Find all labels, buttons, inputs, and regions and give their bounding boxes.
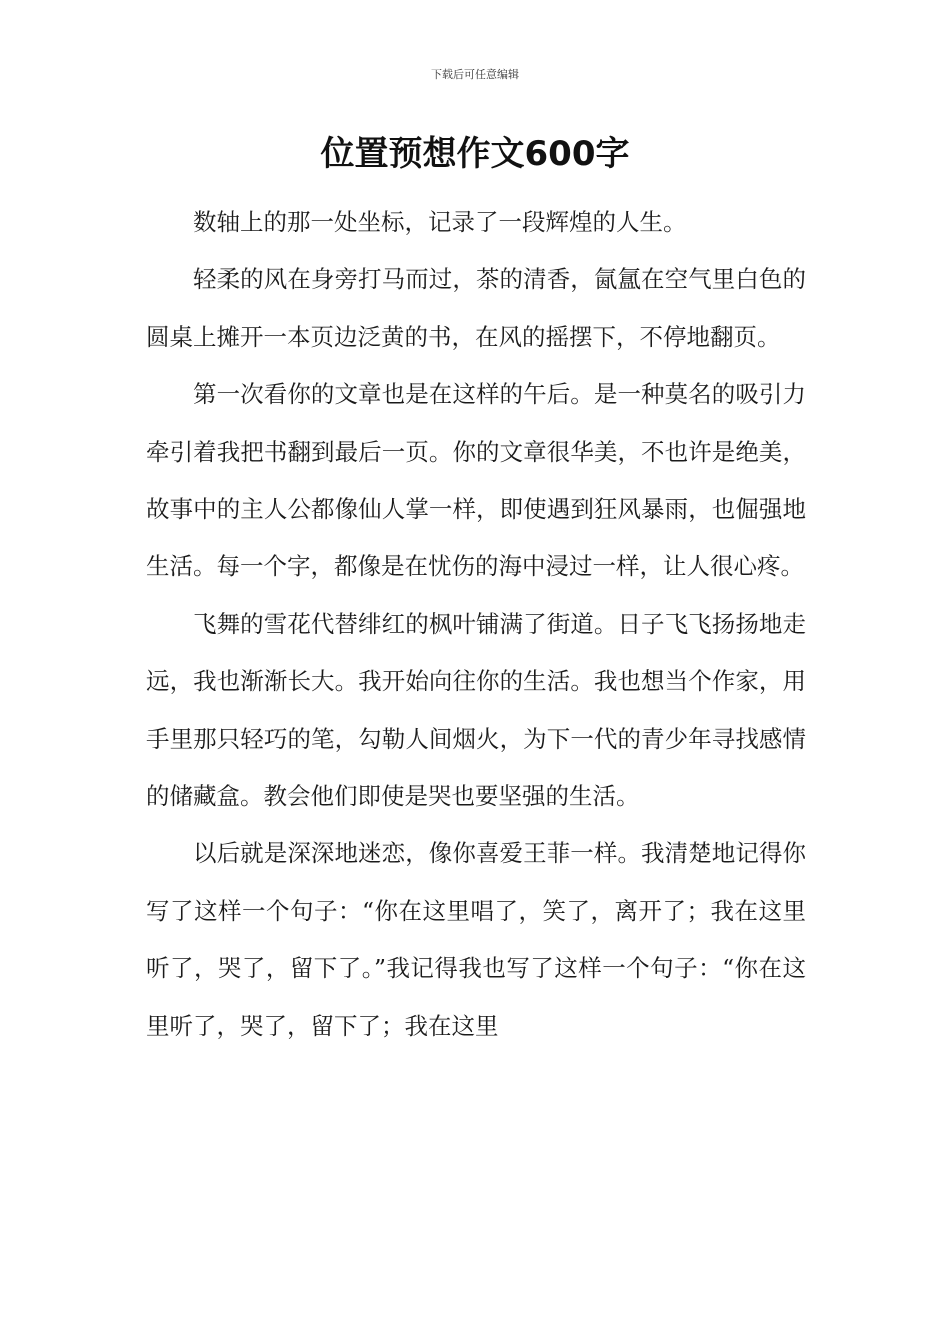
document-body	[146, 194, 806, 1055]
header-note: 下载后可任意编辑	[431, 68, 519, 81]
paragraph-1: 数轴上的那一处坐标，记录了一段辉煌的人生。	[193, 208, 687, 236]
paragraph-5: 以后就是深深地迷恋，像你喜爱王菲一样。我清楚地记得你写了这样一个句子：“你在这里唱了，笑了，离开了；我在这里听了，哭了，留下了。”我记得我也写了这样一个句子：“你在这里听了，哭了，留下了；我在这里	[146, 839, 806, 1040]
paragraph-4: 飞舞的雪花代替绯红的枫叶铺满了街道。日子飞飞扬扬地走远，我也渐渐长大。我开始向往你的生活。我也想当个作家，用手里那只轻巧的笔，勾勒人间烟火，为下一代的青少年寻找感情的储藏盒。教会他们即使是哭也要坚强的生活。	[146, 609, 806, 811]
paragraph-3: 第一次看你的文章也是在这样的午后。是一种莫名的吸引力牵引着我把书翻到最后一页。你的文章很华美，不也许是绝美，故事中的主人公都像仙人掌一样，即使遇到狂风暴雨，也倔强地生活。每一个字，都像是在忧伤的海中浸过一样，让人很心疼。	[146, 380, 806, 581]
paragraph-2: 轻柔的风在身旁打马而过，茶的清香，氤氲在空气里白色的圆桌上摊开一本页边泛黄的书，在风的摇摆下，不停地翻页。	[146, 265, 806, 351]
document-title: 位置预想作文600字	[320, 134, 630, 174]
